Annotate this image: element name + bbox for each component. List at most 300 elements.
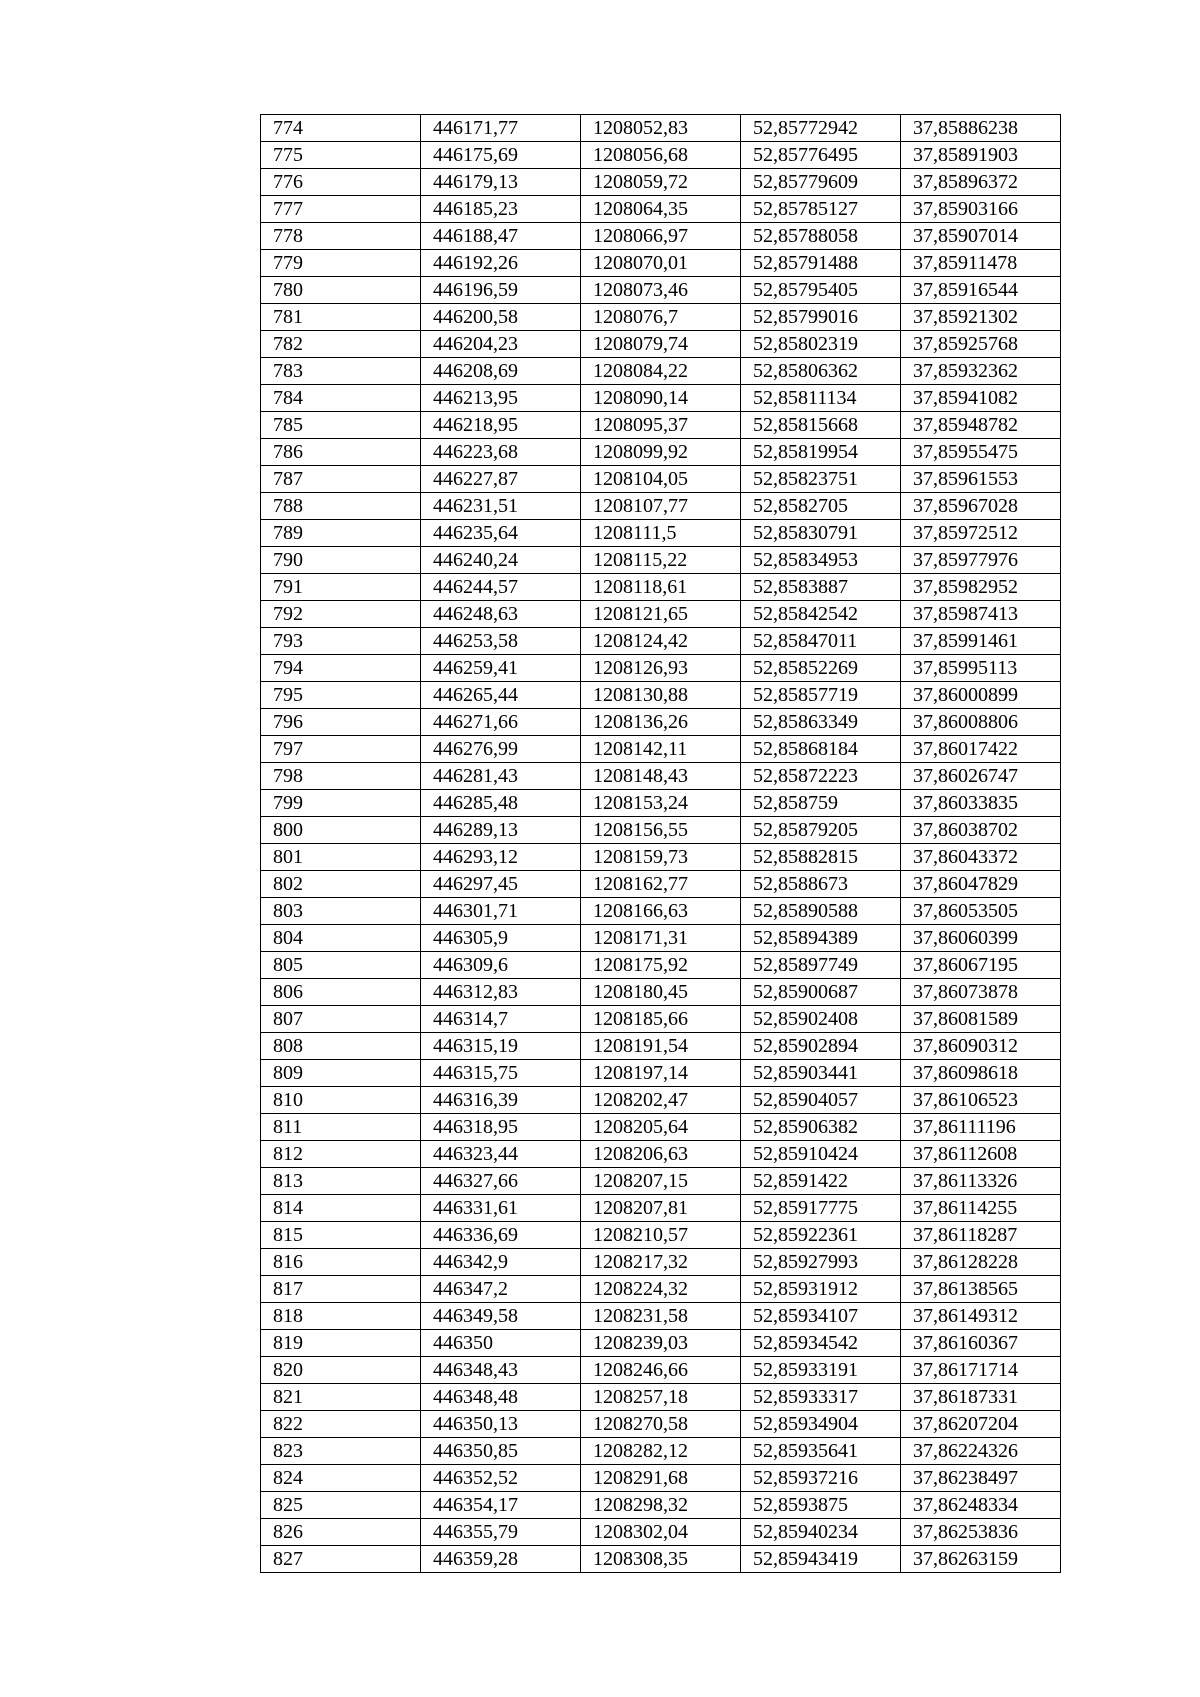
table-row: [261, 412, 1061, 439]
table-row: [261, 1141, 1061, 1168]
x-coordinate-cell: 446312,83: [421, 979, 581, 1006]
x-coordinate-cell: 446200,58: [421, 304, 581, 331]
point-number-cell: 801: [261, 844, 421, 871]
table-row: [261, 898, 1061, 925]
latitude-cell: 52,85882815: [741, 844, 901, 871]
x-coordinate-cell: 446276,99: [421, 736, 581, 763]
longitude-cell: 37,86128228: [901, 1249, 1061, 1276]
y-coordinate-cell: 1208180,45: [581, 979, 741, 1006]
latitude-cell: 52,85927993: [741, 1249, 901, 1276]
latitude-cell: 52,85894389: [741, 925, 901, 952]
table-row: [261, 304, 1061, 331]
table-row: [261, 1357, 1061, 1384]
longitude-cell: 37,86171714: [901, 1357, 1061, 1384]
latitude-cell: 52,85823751: [741, 466, 901, 493]
table-row: [261, 1384, 1061, 1411]
latitude-cell: 52,85934107: [741, 1303, 901, 1330]
y-coordinate-cell: 1208270,58: [581, 1411, 741, 1438]
x-coordinate-cell: 446323,44: [421, 1141, 581, 1168]
longitude-cell: 37,85925768: [901, 331, 1061, 358]
point-number-cell: 793: [261, 628, 421, 655]
table-row: [261, 682, 1061, 709]
table-row: [261, 1249, 1061, 1276]
point-number-cell: 785: [261, 412, 421, 439]
longitude-cell: 37,85987413: [901, 601, 1061, 628]
y-coordinate-cell: 1208166,63: [581, 898, 741, 925]
longitude-cell: 37,86000899: [901, 682, 1061, 709]
x-coordinate-cell: 446259,41: [421, 655, 581, 682]
y-coordinate-cell: 1208099,92: [581, 439, 741, 466]
x-coordinate-cell: 446244,57: [421, 574, 581, 601]
latitude-cell: 52,85934542: [741, 1330, 901, 1357]
y-coordinate-cell: 1208121,65: [581, 601, 741, 628]
table-row: [261, 358, 1061, 385]
point-number-cell: 812: [261, 1141, 421, 1168]
x-coordinate-cell: 446348,48: [421, 1384, 581, 1411]
y-coordinate-cell: 1208052,83: [581, 115, 741, 142]
y-coordinate-cell: 1208107,77: [581, 493, 741, 520]
point-number-cell: 814: [261, 1195, 421, 1222]
longitude-cell: 37,86112608: [901, 1141, 1061, 1168]
latitude-cell: 52,8583887: [741, 574, 901, 601]
x-coordinate-cell: 446354,17: [421, 1492, 581, 1519]
x-coordinate-cell: 446248,63: [421, 601, 581, 628]
latitude-cell: 52,85917775: [741, 1195, 901, 1222]
x-coordinate-cell: 446271,66: [421, 709, 581, 736]
latitude-cell: 52,85935641: [741, 1438, 901, 1465]
latitude-cell: 52,85902894: [741, 1033, 901, 1060]
point-number-cell: 799: [261, 790, 421, 817]
latitude-cell: 52,85900687: [741, 979, 901, 1006]
table-row: [261, 169, 1061, 196]
table-row: [261, 250, 1061, 277]
x-coordinate-cell: 446231,51: [421, 493, 581, 520]
latitude-cell: 52,85933191: [741, 1357, 901, 1384]
longitude-cell: 37,85961553: [901, 466, 1061, 493]
point-number-cell: 802: [261, 871, 421, 898]
coordinates-table-body: [261, 115, 1061, 1573]
point-number-cell: 813: [261, 1168, 421, 1195]
point-number-cell: 775: [261, 142, 421, 169]
y-coordinate-cell: 1208197,14: [581, 1060, 741, 1087]
latitude-cell: 52,8591422: [741, 1168, 901, 1195]
latitude-cell: 52,85940234: [741, 1519, 901, 1546]
y-coordinate-cell: 1208126,93: [581, 655, 741, 682]
latitude-cell: 52,85897749: [741, 952, 901, 979]
longitude-cell: 37,86248334: [901, 1492, 1061, 1519]
table-row: [261, 493, 1061, 520]
y-coordinate-cell: 1208124,42: [581, 628, 741, 655]
y-coordinate-cell: 1208159,73: [581, 844, 741, 871]
x-coordinate-cell: 446349,58: [421, 1303, 581, 1330]
latitude-cell: 52,85933317: [741, 1384, 901, 1411]
point-number-cell: 779: [261, 250, 421, 277]
x-coordinate-cell: 446305,9: [421, 925, 581, 952]
x-coordinate-cell: 446293,12: [421, 844, 581, 871]
table-row: [261, 223, 1061, 250]
latitude-cell: 52,85802319: [741, 331, 901, 358]
x-coordinate-cell: 446223,68: [421, 439, 581, 466]
table-row: [261, 1519, 1061, 1546]
y-coordinate-cell: 1208066,97: [581, 223, 741, 250]
table-row: [261, 1411, 1061, 1438]
latitude-cell: 52,85937216: [741, 1465, 901, 1492]
x-coordinate-cell: 446265,44: [421, 682, 581, 709]
longitude-cell: 37,85967028: [901, 493, 1061, 520]
point-number-cell: 822: [261, 1411, 421, 1438]
x-coordinate-cell: 446315,19: [421, 1033, 581, 1060]
point-number-cell: 821: [261, 1384, 421, 1411]
table-row: [261, 1303, 1061, 1330]
latitude-cell: 52,85842542: [741, 601, 901, 628]
y-coordinate-cell: 1208076,7: [581, 304, 741, 331]
table-row: [261, 142, 1061, 169]
x-coordinate-cell: 446350,13: [421, 1411, 581, 1438]
point-number-cell: 776: [261, 169, 421, 196]
x-coordinate-cell: 446208,69: [421, 358, 581, 385]
point-number-cell: 778: [261, 223, 421, 250]
longitude-cell: 37,85903166: [901, 196, 1061, 223]
point-number-cell: 780: [261, 277, 421, 304]
point-number-cell: 794: [261, 655, 421, 682]
table-row: [261, 763, 1061, 790]
latitude-cell: 52,85788058: [741, 223, 901, 250]
longitude-cell: 37,86008806: [901, 709, 1061, 736]
longitude-cell: 37,85995113: [901, 655, 1061, 682]
y-coordinate-cell: 1208079,74: [581, 331, 741, 358]
table-row: [261, 574, 1061, 601]
longitude-cell: 37,86207204: [901, 1411, 1061, 1438]
latitude-cell: 52,85806362: [741, 358, 901, 385]
longitude-cell: 37,86098618: [901, 1060, 1061, 1087]
x-coordinate-cell: 446192,26: [421, 250, 581, 277]
table-row: [261, 1087, 1061, 1114]
latitude-cell: 52,85857719: [741, 682, 901, 709]
y-coordinate-cell: 1208111,5: [581, 520, 741, 547]
latitude-cell: 52,85779609: [741, 169, 901, 196]
x-coordinate-cell: 446213,95: [421, 385, 581, 412]
table-row: [261, 547, 1061, 574]
table-row: [261, 601, 1061, 628]
table-row: [261, 1492, 1061, 1519]
y-coordinate-cell: 1208239,03: [581, 1330, 741, 1357]
latitude-cell: 52,85863349: [741, 709, 901, 736]
longitude-cell: 37,86111196: [901, 1114, 1061, 1141]
longitude-cell: 37,86073878: [901, 979, 1061, 1006]
table-row: [261, 115, 1061, 142]
point-number-cell: 817: [261, 1276, 421, 1303]
y-coordinate-cell: 1208210,57: [581, 1222, 741, 1249]
table-row: [261, 1222, 1061, 1249]
latitude-cell: 52,85934904: [741, 1411, 901, 1438]
latitude-cell: 52,85931912: [741, 1276, 901, 1303]
x-coordinate-cell: 446171,77: [421, 115, 581, 142]
x-coordinate-cell: 446352,52: [421, 1465, 581, 1492]
x-coordinate-cell: 446289,13: [421, 817, 581, 844]
latitude-cell: 52,8588673: [741, 871, 901, 898]
table-row: [261, 1195, 1061, 1222]
y-coordinate-cell: 1208059,72: [581, 169, 741, 196]
point-number-cell: 825: [261, 1492, 421, 1519]
x-coordinate-cell: 446355,79: [421, 1519, 581, 1546]
longitude-cell: 37,85977976: [901, 547, 1061, 574]
x-coordinate-cell: 446315,75: [421, 1060, 581, 1087]
x-coordinate-cell: 446318,95: [421, 1114, 581, 1141]
table-row: [261, 736, 1061, 763]
y-coordinate-cell: 1208171,31: [581, 925, 741, 952]
point-number-cell: 810: [261, 1087, 421, 1114]
point-number-cell: 786: [261, 439, 421, 466]
longitude-cell: 37,86026747: [901, 763, 1061, 790]
longitude-cell: 37,86263159: [901, 1546, 1061, 1573]
longitude-cell: 37,86114255: [901, 1195, 1061, 1222]
point-number-cell: 824: [261, 1465, 421, 1492]
table-row: [261, 790, 1061, 817]
table-row: [261, 331, 1061, 358]
table-row: [261, 1465, 1061, 1492]
table-row: [261, 655, 1061, 682]
y-coordinate-cell: 1208298,32: [581, 1492, 741, 1519]
y-coordinate-cell: 1208202,47: [581, 1087, 741, 1114]
point-number-cell: 787: [261, 466, 421, 493]
longitude-cell: 37,85948782: [901, 412, 1061, 439]
y-coordinate-cell: 1208206,63: [581, 1141, 741, 1168]
longitude-cell: 37,85941082: [901, 385, 1061, 412]
point-number-cell: 805: [261, 952, 421, 979]
latitude-cell: 52,85772942: [741, 115, 901, 142]
table-row: [261, 520, 1061, 547]
y-coordinate-cell: 1208207,15: [581, 1168, 741, 1195]
latitude-cell: 52,85830791: [741, 520, 901, 547]
longitude-cell: 37,85982952: [901, 574, 1061, 601]
longitude-cell: 37,85991461: [901, 628, 1061, 655]
longitude-cell: 37,86090312: [901, 1033, 1061, 1060]
x-coordinate-cell: 446297,45: [421, 871, 581, 898]
longitude-cell: 37,86113326: [901, 1168, 1061, 1195]
latitude-cell: 52,85879205: [741, 817, 901, 844]
x-coordinate-cell: 446179,13: [421, 169, 581, 196]
longitude-cell: 37,86106523: [901, 1087, 1061, 1114]
longitude-cell: 37,86160367: [901, 1330, 1061, 1357]
x-coordinate-cell: 446359,28: [421, 1546, 581, 1573]
point-number-cell: 795: [261, 682, 421, 709]
y-coordinate-cell: 1208162,77: [581, 871, 741, 898]
longitude-cell: 37,85972512: [901, 520, 1061, 547]
longitude-cell: 37,86081589: [901, 1006, 1061, 1033]
point-number-cell: 792: [261, 601, 421, 628]
longitude-cell: 37,86138565: [901, 1276, 1061, 1303]
table-row: [261, 1546, 1061, 1573]
point-number-cell: 806: [261, 979, 421, 1006]
y-coordinate-cell: 1208302,04: [581, 1519, 741, 1546]
x-coordinate-cell: 446350: [421, 1330, 581, 1357]
point-number-cell: 791: [261, 574, 421, 601]
x-coordinate-cell: 446281,43: [421, 763, 581, 790]
table-row: [261, 277, 1061, 304]
y-coordinate-cell: 1208257,18: [581, 1384, 741, 1411]
x-coordinate-cell: 446327,66: [421, 1168, 581, 1195]
latitude-cell: 52,85852269: [741, 655, 901, 682]
y-coordinate-cell: 1208148,43: [581, 763, 741, 790]
point-number-cell: 804: [261, 925, 421, 952]
longitude-cell: 37,86187331: [901, 1384, 1061, 1411]
y-coordinate-cell: 1208070,01: [581, 250, 741, 277]
longitude-cell: 37,86224326: [901, 1438, 1061, 1465]
x-coordinate-cell: 446204,23: [421, 331, 581, 358]
latitude-cell: 52,85868184: [741, 736, 901, 763]
longitude-cell: 37,85891903: [901, 142, 1061, 169]
y-coordinate-cell: 1208156,55: [581, 817, 741, 844]
point-number-cell: 811: [261, 1114, 421, 1141]
longitude-cell: 37,85955475: [901, 439, 1061, 466]
longitude-cell: 37,85932362: [901, 358, 1061, 385]
longitude-cell: 37,86118287: [901, 1222, 1061, 1249]
latitude-cell: 52,85834953: [741, 547, 901, 574]
y-coordinate-cell: 1208191,54: [581, 1033, 741, 1060]
latitude-cell: 52,85904057: [741, 1087, 901, 1114]
latitude-cell: 52,85902408: [741, 1006, 901, 1033]
latitude-cell: 52,85795405: [741, 277, 901, 304]
point-number-cell: 815: [261, 1222, 421, 1249]
x-coordinate-cell: 446285,48: [421, 790, 581, 817]
latitude-cell: 52,85811134: [741, 385, 901, 412]
x-coordinate-cell: 446240,24: [421, 547, 581, 574]
y-coordinate-cell: 1208153,24: [581, 790, 741, 817]
y-coordinate-cell: 1208118,61: [581, 574, 741, 601]
latitude-cell: 52,85922361: [741, 1222, 901, 1249]
point-number-cell: 796: [261, 709, 421, 736]
x-coordinate-cell: 446309,6: [421, 952, 581, 979]
y-coordinate-cell: 1208104,05: [581, 466, 741, 493]
latitude-cell: 52,85799016: [741, 304, 901, 331]
point-number-cell: 819: [261, 1330, 421, 1357]
longitude-cell: 37,86047829: [901, 871, 1061, 898]
latitude-cell: 52,8593875: [741, 1492, 901, 1519]
x-coordinate-cell: 446185,23: [421, 196, 581, 223]
latitude-cell: 52,85819954: [741, 439, 901, 466]
latitude-cell: 52,85910424: [741, 1141, 901, 1168]
y-coordinate-cell: 1208095,37: [581, 412, 741, 439]
latitude-cell: 52,85903441: [741, 1060, 901, 1087]
point-number-cell: 820: [261, 1357, 421, 1384]
table-row: [261, 1006, 1061, 1033]
x-coordinate-cell: 446331,61: [421, 1195, 581, 1222]
latitude-cell: 52,85785127: [741, 196, 901, 223]
table-row: [261, 817, 1061, 844]
longitude-cell: 37,85911478: [901, 250, 1061, 277]
point-number-cell: 774: [261, 115, 421, 142]
x-coordinate-cell: 446336,69: [421, 1222, 581, 1249]
y-coordinate-cell: 1208142,11: [581, 736, 741, 763]
point-number-cell: 783: [261, 358, 421, 385]
point-number-cell: 807: [261, 1006, 421, 1033]
latitude-cell: 52,85847011: [741, 628, 901, 655]
y-coordinate-cell: 1208136,26: [581, 709, 741, 736]
table-row: [261, 628, 1061, 655]
table-row: [261, 1168, 1061, 1195]
latitude-cell: 52,858759: [741, 790, 901, 817]
y-coordinate-cell: 1208064,35: [581, 196, 741, 223]
longitude-cell: 37,85886238: [901, 115, 1061, 142]
table-row: [261, 1114, 1061, 1141]
y-coordinate-cell: 1208291,68: [581, 1465, 741, 1492]
y-coordinate-cell: 1208231,58: [581, 1303, 741, 1330]
longitude-cell: 37,86033835: [901, 790, 1061, 817]
y-coordinate-cell: 1208217,32: [581, 1249, 741, 1276]
x-coordinate-cell: 446342,9: [421, 1249, 581, 1276]
point-number-cell: 782: [261, 331, 421, 358]
y-coordinate-cell: 1208175,92: [581, 952, 741, 979]
longitude-cell: 37,86053505: [901, 898, 1061, 925]
y-coordinate-cell: 1208090,14: [581, 385, 741, 412]
table-row: [261, 466, 1061, 493]
table-row: [261, 979, 1061, 1006]
table-row: [261, 439, 1061, 466]
latitude-cell: 52,85890588: [741, 898, 901, 925]
point-number-cell: 818: [261, 1303, 421, 1330]
x-coordinate-cell: 446218,95: [421, 412, 581, 439]
longitude-cell: 37,86038702: [901, 817, 1061, 844]
table-row: [261, 1276, 1061, 1303]
longitude-cell: 37,86149312: [901, 1303, 1061, 1330]
latitude-cell: 52,85943419: [741, 1546, 901, 1573]
x-coordinate-cell: 446253,58: [421, 628, 581, 655]
x-coordinate-cell: 446196,59: [421, 277, 581, 304]
point-number-cell: 808: [261, 1033, 421, 1060]
x-coordinate-cell: 446348,43: [421, 1357, 581, 1384]
y-coordinate-cell: 1208185,66: [581, 1006, 741, 1033]
longitude-cell: 37,85921302: [901, 304, 1061, 331]
latitude-cell: 52,85906382: [741, 1114, 901, 1141]
x-coordinate-cell: 446314,7: [421, 1006, 581, 1033]
table-row: [261, 1033, 1061, 1060]
y-coordinate-cell: 1208207,81: [581, 1195, 741, 1222]
latitude-cell: 52,8582705: [741, 493, 901, 520]
point-number-cell: 827: [261, 1546, 421, 1573]
point-number-cell: 789: [261, 520, 421, 547]
longitude-cell: 37,85916544: [901, 277, 1061, 304]
y-coordinate-cell: 1208224,32: [581, 1276, 741, 1303]
table-row: [261, 1330, 1061, 1357]
table-row: [261, 196, 1061, 223]
x-coordinate-cell: 446188,47: [421, 223, 581, 250]
longitude-cell: 37,86067195: [901, 952, 1061, 979]
x-coordinate-cell: 446350,85: [421, 1438, 581, 1465]
x-coordinate-cell: 446235,64: [421, 520, 581, 547]
point-number-cell: 826: [261, 1519, 421, 1546]
table-row: [261, 385, 1061, 412]
point-number-cell: 784: [261, 385, 421, 412]
y-coordinate-cell: 1208308,35: [581, 1546, 741, 1573]
x-coordinate-cell: 446175,69: [421, 142, 581, 169]
point-number-cell: 781: [261, 304, 421, 331]
longitude-cell: 37,86017422: [901, 736, 1061, 763]
y-coordinate-cell: 1208282,12: [581, 1438, 741, 1465]
latitude-cell: 52,85791488: [741, 250, 901, 277]
point-number-cell: 816: [261, 1249, 421, 1276]
table-row: [261, 952, 1061, 979]
x-coordinate-cell: 446227,87: [421, 466, 581, 493]
table-row: [261, 925, 1061, 952]
y-coordinate-cell: 1208084,22: [581, 358, 741, 385]
y-coordinate-cell: 1208056,68: [581, 142, 741, 169]
longitude-cell: 37,85907014: [901, 223, 1061, 250]
y-coordinate-cell: 1208073,46: [581, 277, 741, 304]
point-number-cell: 809: [261, 1060, 421, 1087]
point-number-cell: 823: [261, 1438, 421, 1465]
latitude-cell: 52,85776495: [741, 142, 901, 169]
y-coordinate-cell: 1208246,66: [581, 1357, 741, 1384]
